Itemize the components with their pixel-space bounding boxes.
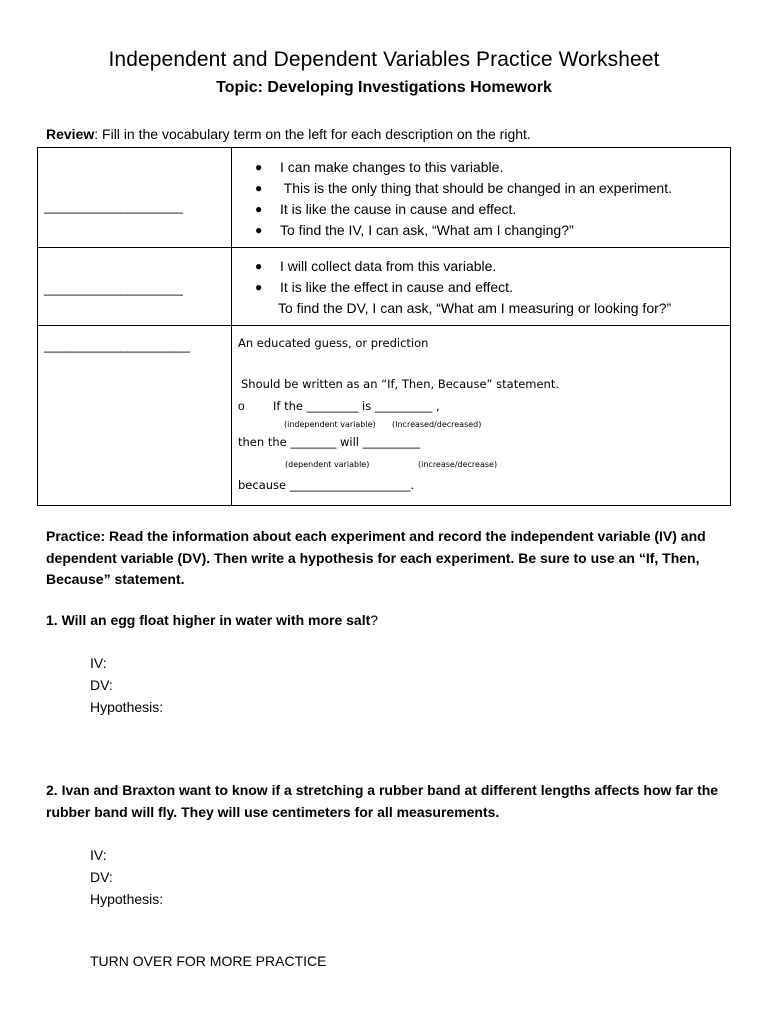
bullet-icon: ● xyxy=(255,279,263,294)
independent-variable-hint: (independent variable) xyxy=(284,420,376,429)
q1-dv-label: DV: xyxy=(90,677,113,693)
list-item: ● I will collect data from this variable. xyxy=(232,256,730,277)
review-text: : Fill in the vocabulary term on the left for each description on the right. xyxy=(94,126,531,142)
description-cell-2 xyxy=(232,248,731,326)
table-row xyxy=(38,326,731,506)
table-row xyxy=(38,248,731,326)
q1-iv-label: IV: xyxy=(90,655,107,671)
description-cell-1 xyxy=(232,148,731,248)
increase-decrease-hint: (increase/decrease) xyxy=(418,460,498,469)
worksheet-title: Independent and Dependent Variables Practice Worksheet xyxy=(108,48,660,71)
q1-hypothesis-label: Hypothesis: xyxy=(90,699,164,715)
hypothesis-definition: An educated guess, or prediction xyxy=(238,336,429,350)
term-blank: ____________________ xyxy=(44,199,183,214)
q2-hypothesis-label: Hypothesis: xyxy=(90,891,164,907)
increased-decreased-hint: (Increased/decreased) xyxy=(392,420,482,429)
vocabulary-table xyxy=(37,147,731,506)
hypothesis-format-note: Should be written as an “If, Then, Because” statement. xyxy=(241,377,560,391)
q2-dv-label: DV: xyxy=(90,869,113,885)
review-label: Review xyxy=(46,126,95,142)
question-1: 1. Will an egg float higher in water with more salt? xyxy=(46,612,379,628)
hypothesis-if-line: If the _________ is __________ , xyxy=(273,399,440,413)
hypothesis-then-line: then the ________ will __________ xyxy=(238,435,421,449)
term-cell-1 xyxy=(38,148,232,248)
bullet-icon: ● xyxy=(255,258,263,273)
term-cell-3 xyxy=(38,326,232,506)
bullet-icon: ● xyxy=(255,201,263,216)
bullet-icon: ● xyxy=(255,180,263,195)
list-item: ● To find the IV, I can ask, “What am I changing?” xyxy=(232,220,730,241)
list-marker-icon: o xyxy=(238,399,245,413)
table-row xyxy=(38,148,731,248)
list-item: ● I can make changes to this variable. xyxy=(232,157,730,178)
dependent-variable-hint: (dependent variable) xyxy=(285,460,370,469)
hypothesis-because-line: because _____________________. xyxy=(238,478,415,492)
turn-over-note: TURN OVER FOR MORE PRACTICE xyxy=(90,953,327,969)
term-blank: ____________________ xyxy=(44,281,183,296)
practice-instructions: Practice: Read the information about each experiment and record the independent variable (IV) and dependent variable (DV). Then write a hypothesis for each experiment. Be sure to use an “If, Then, Because” statement. xyxy=(46,528,706,587)
worksheet-subtitle: Topic: Developing Investigations Homework xyxy=(216,79,552,96)
list-item: ● It is like the cause in cause and effect. xyxy=(232,199,730,220)
term-cell-2 xyxy=(38,248,232,326)
bullet-icon: ● xyxy=(255,159,263,174)
description-cell-3 xyxy=(232,326,731,506)
term-blank: _____________________ xyxy=(44,338,190,353)
list-item: To find the DV, I can ask, “What am I measuring or looking for?” xyxy=(278,299,672,316)
bullet-icon: ● xyxy=(255,222,263,237)
question-2: 2. Ivan and Braxton want to know if a stretching a rubber band at different lengths affects how far the rubber band will fly. They will use centimeters for all measurements. xyxy=(46,782,719,820)
list-item: ● This is the only thing that should be changed in an experiment. xyxy=(232,178,730,199)
review-instructions xyxy=(46,126,531,142)
list-item: ● It is like the effect in cause and effect. xyxy=(232,277,730,298)
q2-iv-label: IV: xyxy=(90,847,107,863)
